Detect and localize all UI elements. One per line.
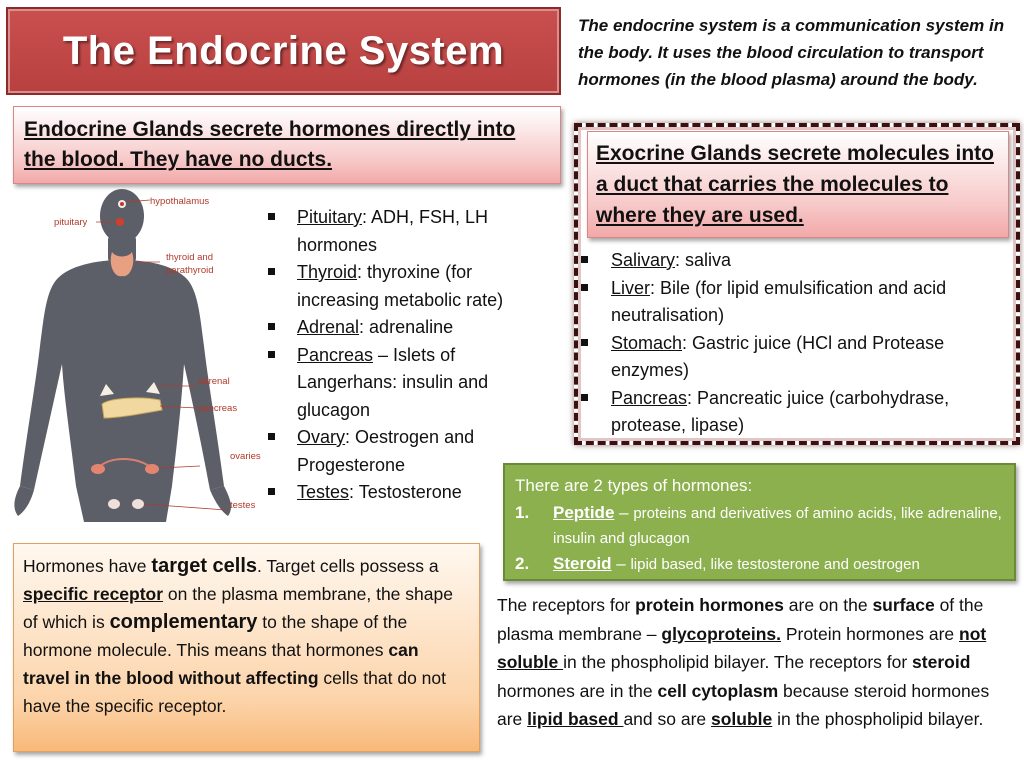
gland-desc: : ADH, FSH, LH hormones [297, 207, 489, 255]
list-item [265, 342, 555, 425]
endocrine-gland-list [265, 204, 555, 507]
text-span: hormones are in the [497, 680, 658, 701]
list-item [580, 247, 1010, 275]
text-span: to the shape of the hormone molecule. This means that hormones [23, 612, 408, 660]
gland-name: Adrenal [297, 317, 360, 337]
label-ovaries: ovaries [230, 451, 261, 462]
text-span: of the plasma membrane – [497, 595, 984, 644]
hormone-types-list [515, 500, 1004, 577]
body-diagram-svg [10, 186, 268, 522]
hormone-types-box [503, 463, 1016, 581]
list-item [580, 385, 1010, 440]
text-span: glycoproteins. [661, 623, 781, 644]
text-span: target cells [151, 555, 258, 577]
gland-desc: : thyroxine (for increasing metabolic rate) [297, 262, 504, 310]
title-banner [6, 7, 561, 95]
label-thyroid: thyroid and [166, 252, 214, 263]
gland-desc: : Gastric juice (HCl and Protease enzymes) [611, 332, 945, 380]
page-title: The Endocrine System [62, 28, 505, 73]
gland-name: Ovary [297, 427, 346, 447]
text-span: are on the [783, 595, 873, 615]
label-parathyroid: parathyroid [166, 265, 214, 276]
body-diagram [10, 186, 268, 522]
exocrine-gland-list [580, 247, 1010, 440]
endocrine-heading-box [13, 106, 561, 184]
text-span: not soluble [497, 623, 987, 672]
text-span: in the phospholipid bilayer. The receptors for [563, 652, 913, 672]
text-span: soluble [711, 709, 773, 729]
label-testes: testes [230, 500, 256, 511]
gland-name: Pituitary [297, 207, 363, 227]
gland-desc: : Oestrogen and Progesterone [297, 427, 475, 475]
text-span: Hormones have [23, 556, 152, 576]
item-number: 2. [515, 554, 530, 573]
hypothalamus-gland [118, 200, 126, 208]
pituitary-gland [116, 218, 124, 226]
gland-name: Pancreas [297, 344, 374, 365]
text-span: because steroid hormones are [497, 680, 990, 729]
text-span: lipid based [527, 709, 624, 729]
text-span: cells that do not have the specific receptor. [23, 668, 447, 716]
gland-name: Liver [611, 277, 651, 298]
text-span: complementary [109, 611, 258, 633]
text-span: on the plasma membrane, the shape of which is [23, 584, 453, 632]
gland-desc: : adrenaline [359, 317, 454, 337]
list-item [265, 259, 555, 314]
gland-desc: – Islets of Langerhans: insulin and glucagon [297, 344, 489, 420]
hormone-types-heading: There are 2 types of hormones: [515, 476, 753, 495]
list-item [265, 204, 555, 259]
exocrine-heading: Exocrine Glands secrete molecules into a duct that carries the molecules to where they are used. [596, 142, 994, 227]
text-span: and so are [623, 709, 711, 729]
list-item [515, 500, 1004, 551]
hormone-type-name: Steroid [553, 554, 612, 573]
gland-name: Testes [297, 482, 350, 502]
text-span: surface [872, 595, 935, 615]
receptors-text [497, 591, 1019, 734]
label-adrenal: adrenal [198, 376, 230, 387]
gland-name: Salivary [611, 250, 676, 270]
text-span: cell cytoplasm [657, 680, 779, 701]
hormone-type-name: Peptide [553, 503, 615, 522]
item-number: 1. [515, 503, 530, 522]
text-span: specific receptor [23, 584, 164, 604]
list-item [265, 314, 555, 342]
list-item [580, 275, 1010, 330]
text-span: steroid [912, 652, 971, 672]
endocrine-heading: Endocrine Glands secrete hormones directly into the blood. They have no ducts. [24, 118, 516, 171]
exocrine-heading-box [587, 131, 1009, 238]
label-hypothalamus: hypothalamus [150, 196, 210, 207]
gland-desc: : saliva [675, 250, 732, 270]
body-silhouette [14, 189, 231, 522]
gland-desc: : Bile (for lipid emulsification and acid neutralisation) [611, 277, 947, 325]
gland-name: Stomach [611, 332, 683, 353]
gland-name: Pancreas [611, 387, 688, 408]
text-span: can travel in the blood without affecting [23, 640, 419, 688]
text-span: protein hormones [635, 595, 784, 615]
gland-desc: : Pancreatic juice (carbohydrase, protease, lipase) [611, 387, 950, 435]
hormone-type-desc: proteins and derivatives of amino acids, like adrenaline, insulin and glucagon [553, 505, 1002, 547]
list-item [580, 330, 1010, 385]
dash: – [614, 503, 634, 522]
text-span: Protein hormones are [781, 623, 960, 644]
hormone-type-desc: lipid based, like testosterone and oestrogen [630, 556, 920, 573]
text-span: . Target cells possess a [257, 556, 439, 576]
label-pancreas: pancreas [198, 403, 238, 414]
text-span: in the phospholipid bilayer. [772, 709, 984, 729]
intro-text: The endocrine system is a communication system in the body. It uses the blood circulation to transport hormones (in the blood plasma) around the body. [578, 16, 1005, 89]
gland-desc: : Testosterone [349, 482, 462, 502]
target-cells-box [13, 543, 480, 752]
gland-name: Thyroid [297, 262, 358, 282]
list-item [515, 551, 1004, 577]
text-span: The receptors for [497, 595, 636, 615]
label-pituitary: pituitary [54, 217, 88, 228]
dash: – [611, 554, 631, 573]
